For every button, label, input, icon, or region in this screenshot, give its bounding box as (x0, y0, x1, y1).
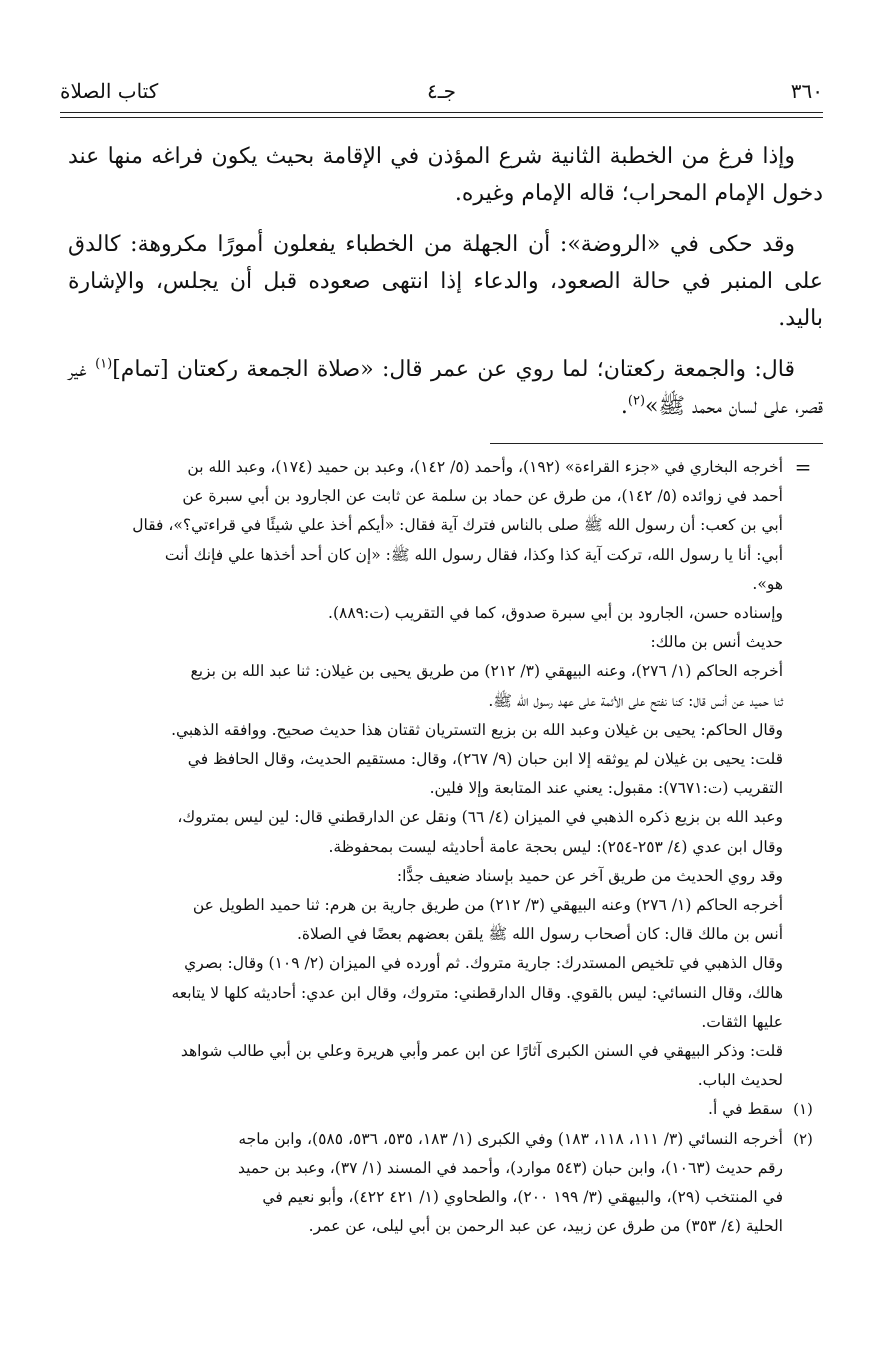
footnote-line: في المنتخب (٢٩)، والبيهقي (٣/ ١٩٩ ٢٠٠)، والطحاوي (١/ ٤٢١ ٤٢٢)، وأبو نعيم في (262, 1188, 783, 1207)
footnote-line: الحلية (٤/ ٣٥٣) من طرق عن زبيد، عن عبد الرحمن بن أبي ليلى، عن عمر. (308, 1217, 783, 1236)
hadith-end: . (620, 394, 628, 419)
footnote-separator (490, 443, 823, 444)
footnote-line: حديث أنس بن مالك: (650, 633, 783, 652)
footnote-line: أخرجه البخاري في «جزء القراءة» (١٩٢)، وأحمد (٥/ ١٤٢)، وعبد بن حميد (١٧٤)، وعبد الله بن (187, 458, 783, 476)
page-number: ٣٦٠ (790, 79, 823, 103)
volume-label: جـ٤ (427, 79, 456, 103)
header-rule-thin (60, 117, 823, 118)
footnote-line: أخرجه النسائي (٣/ ١١١، ١١٨، ١٨٣) وفي الكبرى (١/ ١٨٣، ٥٣٥، ٥٣٦، ٥٨٥)، وابن ماجه (238, 1129, 783, 1148)
footnote-line: قلت: وذكر البيهقي في السنن الكبرى آثارًا عن ابن عمر وأبي هريرة وعلي بن أبي طالب شواهد (180, 1042, 783, 1061)
footnote-line: أنس بن مالك قال: كان أصحاب رسول الله ﷺ يلقن بعضهم بعضًا في الصلاة. (296, 925, 783, 944)
footnote-line: أخرجه الحاكم (١/ ٢٧٦) وعنه البيهقي (٣/ ٢١٢) من طريق جارية بن هرم: ثنا حميد الطويل عن (192, 896, 783, 915)
footnote-line: رقم حديث (١٠٦٣)، وابن حبان (٥٤٣ موارد)، وأحمد في المسند (١/ ٣٧)، وعبد بن حميد (238, 1158, 783, 1177)
hadith-text-part1: قال: والجمعة ركعتان؛ لما روي عن عمر قال: «صلاة الجمعة ركعتان [تمام] (112, 357, 795, 382)
footnote-line: هو». (752, 574, 783, 593)
hadith-text-part2: غير قصر، على لسان محمد ﷺ» (68, 357, 823, 419)
footnote-1-body (64, 1095, 783, 1124)
footnote-line: سقط في أ. (708, 1100, 783, 1119)
main-text (68, 138, 823, 439)
footnote-line: ثنا حميد عن أنس قال: كنا نفتح على الأئمة على عهد رسول الله ﷺ. (488, 691, 783, 710)
footnotes (64, 453, 823, 1241)
footnote-continuation-body (64, 453, 783, 1095)
book-title: كتاب الصلاة (60, 79, 159, 103)
footnote-line: وقال الذهبي في تلخيص المستدرك: جارية متروك. ثم أورده في الميزان (٢/ ١٠٩) وقال: بصري (184, 954, 783, 973)
footnote-2-mark: (٢) (793, 1129, 813, 1148)
footnote-line: وقال ابن عدي (٤/ ٢٥٣-٢٥٤): ليس بحجة عامة أحاديثه ليست بمحفوظة. (328, 837, 783, 856)
footnote-2 (64, 1125, 823, 1242)
continuation-mark: = (794, 455, 812, 479)
footnote-ref-2[interactable]: (٢) (627, 393, 646, 409)
footnote-1 (64, 1095, 823, 1124)
footnote-ref-1[interactable]: (١) (95, 356, 113, 372)
footnote-line: هالك، وقال النسائي: ليس بالقوي. وقال الدارقطني: متروك، وقال ابن عدي: أحاديثه كلها لا يتابعه (171, 983, 783, 1002)
footnote-line: عليها الثقات. (701, 1012, 783, 1031)
footnote-line: أبي: أنا يا رسول الله، تركت آية كذا وكذا، فقال رسول الله ﷺ: «إن كان أحد أخذها علي فإنك أنت (164, 545, 783, 564)
footnote-line: التقريب (ت:٧٦٧١): مقبول: يعني عند المتابعة وإلا فلين. (429, 779, 783, 798)
footnote-continuation (64, 453, 823, 1095)
footnote-line: وعبد الله بن بزيع ذكره الذهبي في الميزان (٤/ ٦٦) ونقل عن الدارقطني قال: لين ليس بمتروك، (177, 808, 783, 827)
footnote-line: لحديث الباب. (697, 1071, 783, 1090)
footnote-line: أحمد في زوائده (٥/ ١٤٢)، من طرق عن حماد بن سلمة عن ثابت عن الجارود بن أبي سبرة عن (182, 487, 783, 506)
footnote-line: وإسناده حسن، الجارود بن أبي سبرة صدوق، كما في التقريب (ت:٨٨٩). (328, 604, 783, 623)
footnote-line: وقد روي الحديث من طريق آخر عن حميد بإسناد ضعيف جدًّا: (396, 866, 783, 885)
footnote-1-mark: (١) (793, 1100, 813, 1119)
running-header (60, 78, 823, 112)
footnote-line: وقال الحاكم: يحيى بن غيلان وعبد الله بن بزيع التستريان ثقتان هذا حديث صحيح. ووافقه الذهبي. (171, 720, 783, 739)
footnote-line: قلت: يحيى بن غيلان لم يوثقه إلا ابن حبان (٩/ ٢٦٧)، وقال: مستقيم الحديث، وقال الحافظ في (187, 750, 783, 769)
body-paragraph-hadith (68, 351, 823, 425)
body-paragraph: وقد حكى في «الروضة»: أن الجهلة من الخطباء يفعلون أمورًا مكروهة: كالدق على المنبر في حالة الصعود، والدعاء إذا انتهى صعوده قبل أن يجلس، والإشارة باليد. (68, 232, 823, 331)
body-paragraph: وإذا فرغ من الخطبة الثانية شرع المؤذن في الإقامة بحيث يكون فراغه منها عند دخول الإمام المحراب؛ قاله الإمام وغيره. (68, 144, 823, 206)
footnote-line: أخرجه الحاكم (١/ ٢٧٦)، وعنه البيهقي (٣/ ٢١٢) من طريق يحيى بن غيلان: ثنا عبد الله بن بزيع (190, 662, 783, 681)
footnote-line: أبي بن كعب: أن رسول الله ﷺ صلى بالناس فترك آية فقال: «أيكم أخذ علي شيئًا في قراءتي؟»، فقال (132, 516, 783, 535)
header-rule (60, 112, 823, 113)
footnote-2-body (64, 1125, 783, 1242)
